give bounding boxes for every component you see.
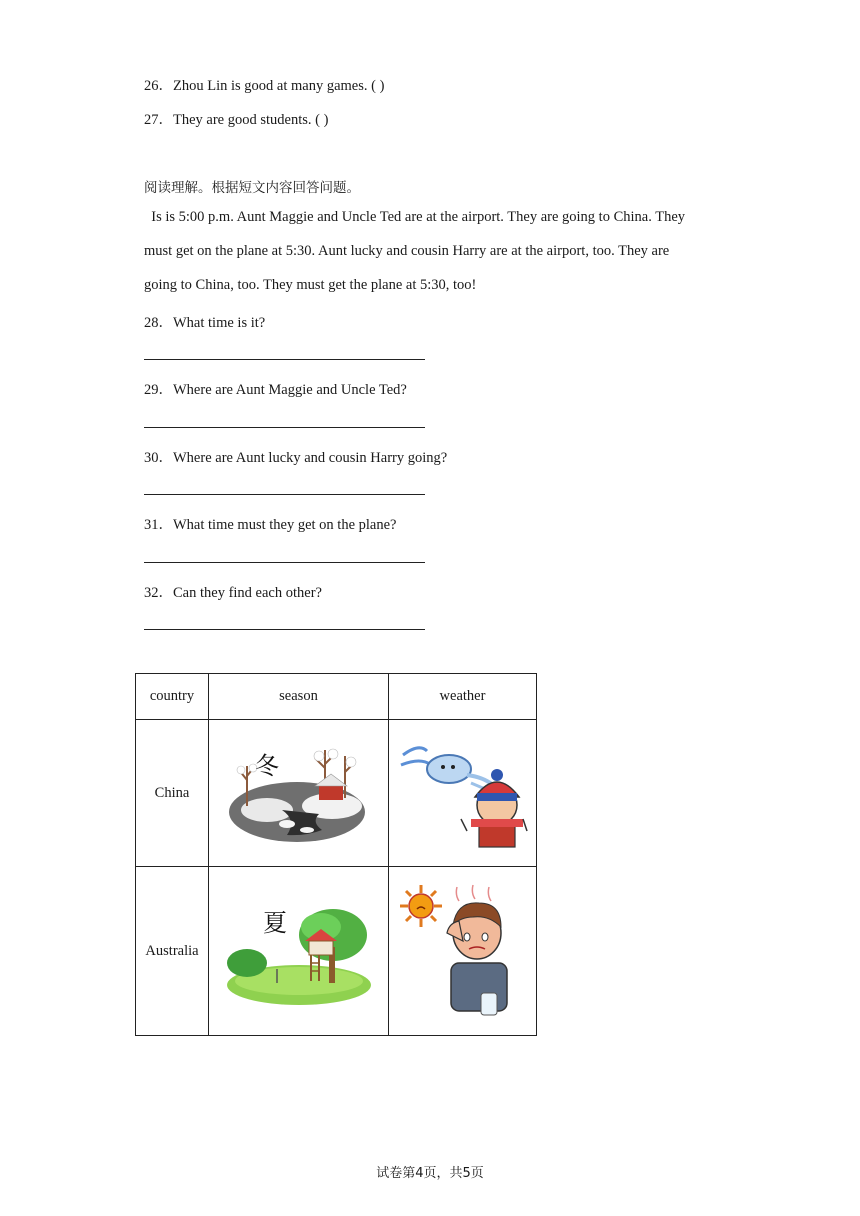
season-weather-table (135, 673, 537, 1036)
answer-line-29[interactable] (144, 427, 425, 428)
passage-line-2: must get on the plane at 5:30. Aunt lucky and cousin Harry are at the airport, too. They are (144, 243, 670, 259)
weather-cell (389, 720, 537, 867)
country-cell: Australia (136, 867, 209, 1036)
weather-cell (389, 867, 537, 1036)
table-row-australia (136, 867, 537, 1036)
answer-line-31[interactable] (144, 562, 425, 563)
svg-text:冬: 冬 (254, 752, 279, 780)
answer-line-28[interactable] (144, 359, 425, 360)
question-27: 27．They are good students. ( ) (144, 112, 329, 128)
question-26: 26．Zhou Lin is good at many games. ( ) (144, 78, 385, 94)
hot-sun-boy-icon (397, 881, 529, 1021)
svg-text:夏: 夏 (262, 909, 287, 937)
question-32: 32．Can they find each other? (144, 585, 322, 601)
answer-line-30[interactable] (144, 494, 425, 495)
country-cell: China (136, 720, 209, 867)
question-29: 29．Where are Aunt Maggie and Uncle Ted? (144, 382, 407, 398)
answer-line-32[interactable] (144, 629, 425, 630)
season-cell (209, 867, 389, 1036)
table-row-china (136, 720, 537, 867)
passage-line-1: Is is 5:00 p.m. Aunt Maggie and Uncle Ted are at the airport. They are going to China. They (144, 209, 686, 225)
passage-line-3: going to China, too. They must get the plane at 5:30, too! (144, 277, 477, 293)
reading-instruction: 阅读理解。根据短文内容回答问题。 (144, 180, 360, 196)
header-country: country (136, 674, 209, 720)
page-footer: 试卷第4页，共5页 (376, 1166, 484, 1181)
winter-scene-icon (227, 740, 371, 846)
season-cell (209, 720, 389, 867)
cold-wind-boy-icon (397, 735, 529, 851)
table-header-row (136, 674, 537, 720)
question-30: 30．Where are Aunt lucky and cousin Harry going? (144, 450, 448, 466)
question-31: 31．What time must they get on the plane? (144, 517, 397, 533)
question-28: 28．What time is it? (144, 315, 266, 331)
header-weather: weather (389, 674, 537, 720)
header-season: season (209, 674, 389, 720)
summer-scene-icon (225, 897, 373, 1005)
